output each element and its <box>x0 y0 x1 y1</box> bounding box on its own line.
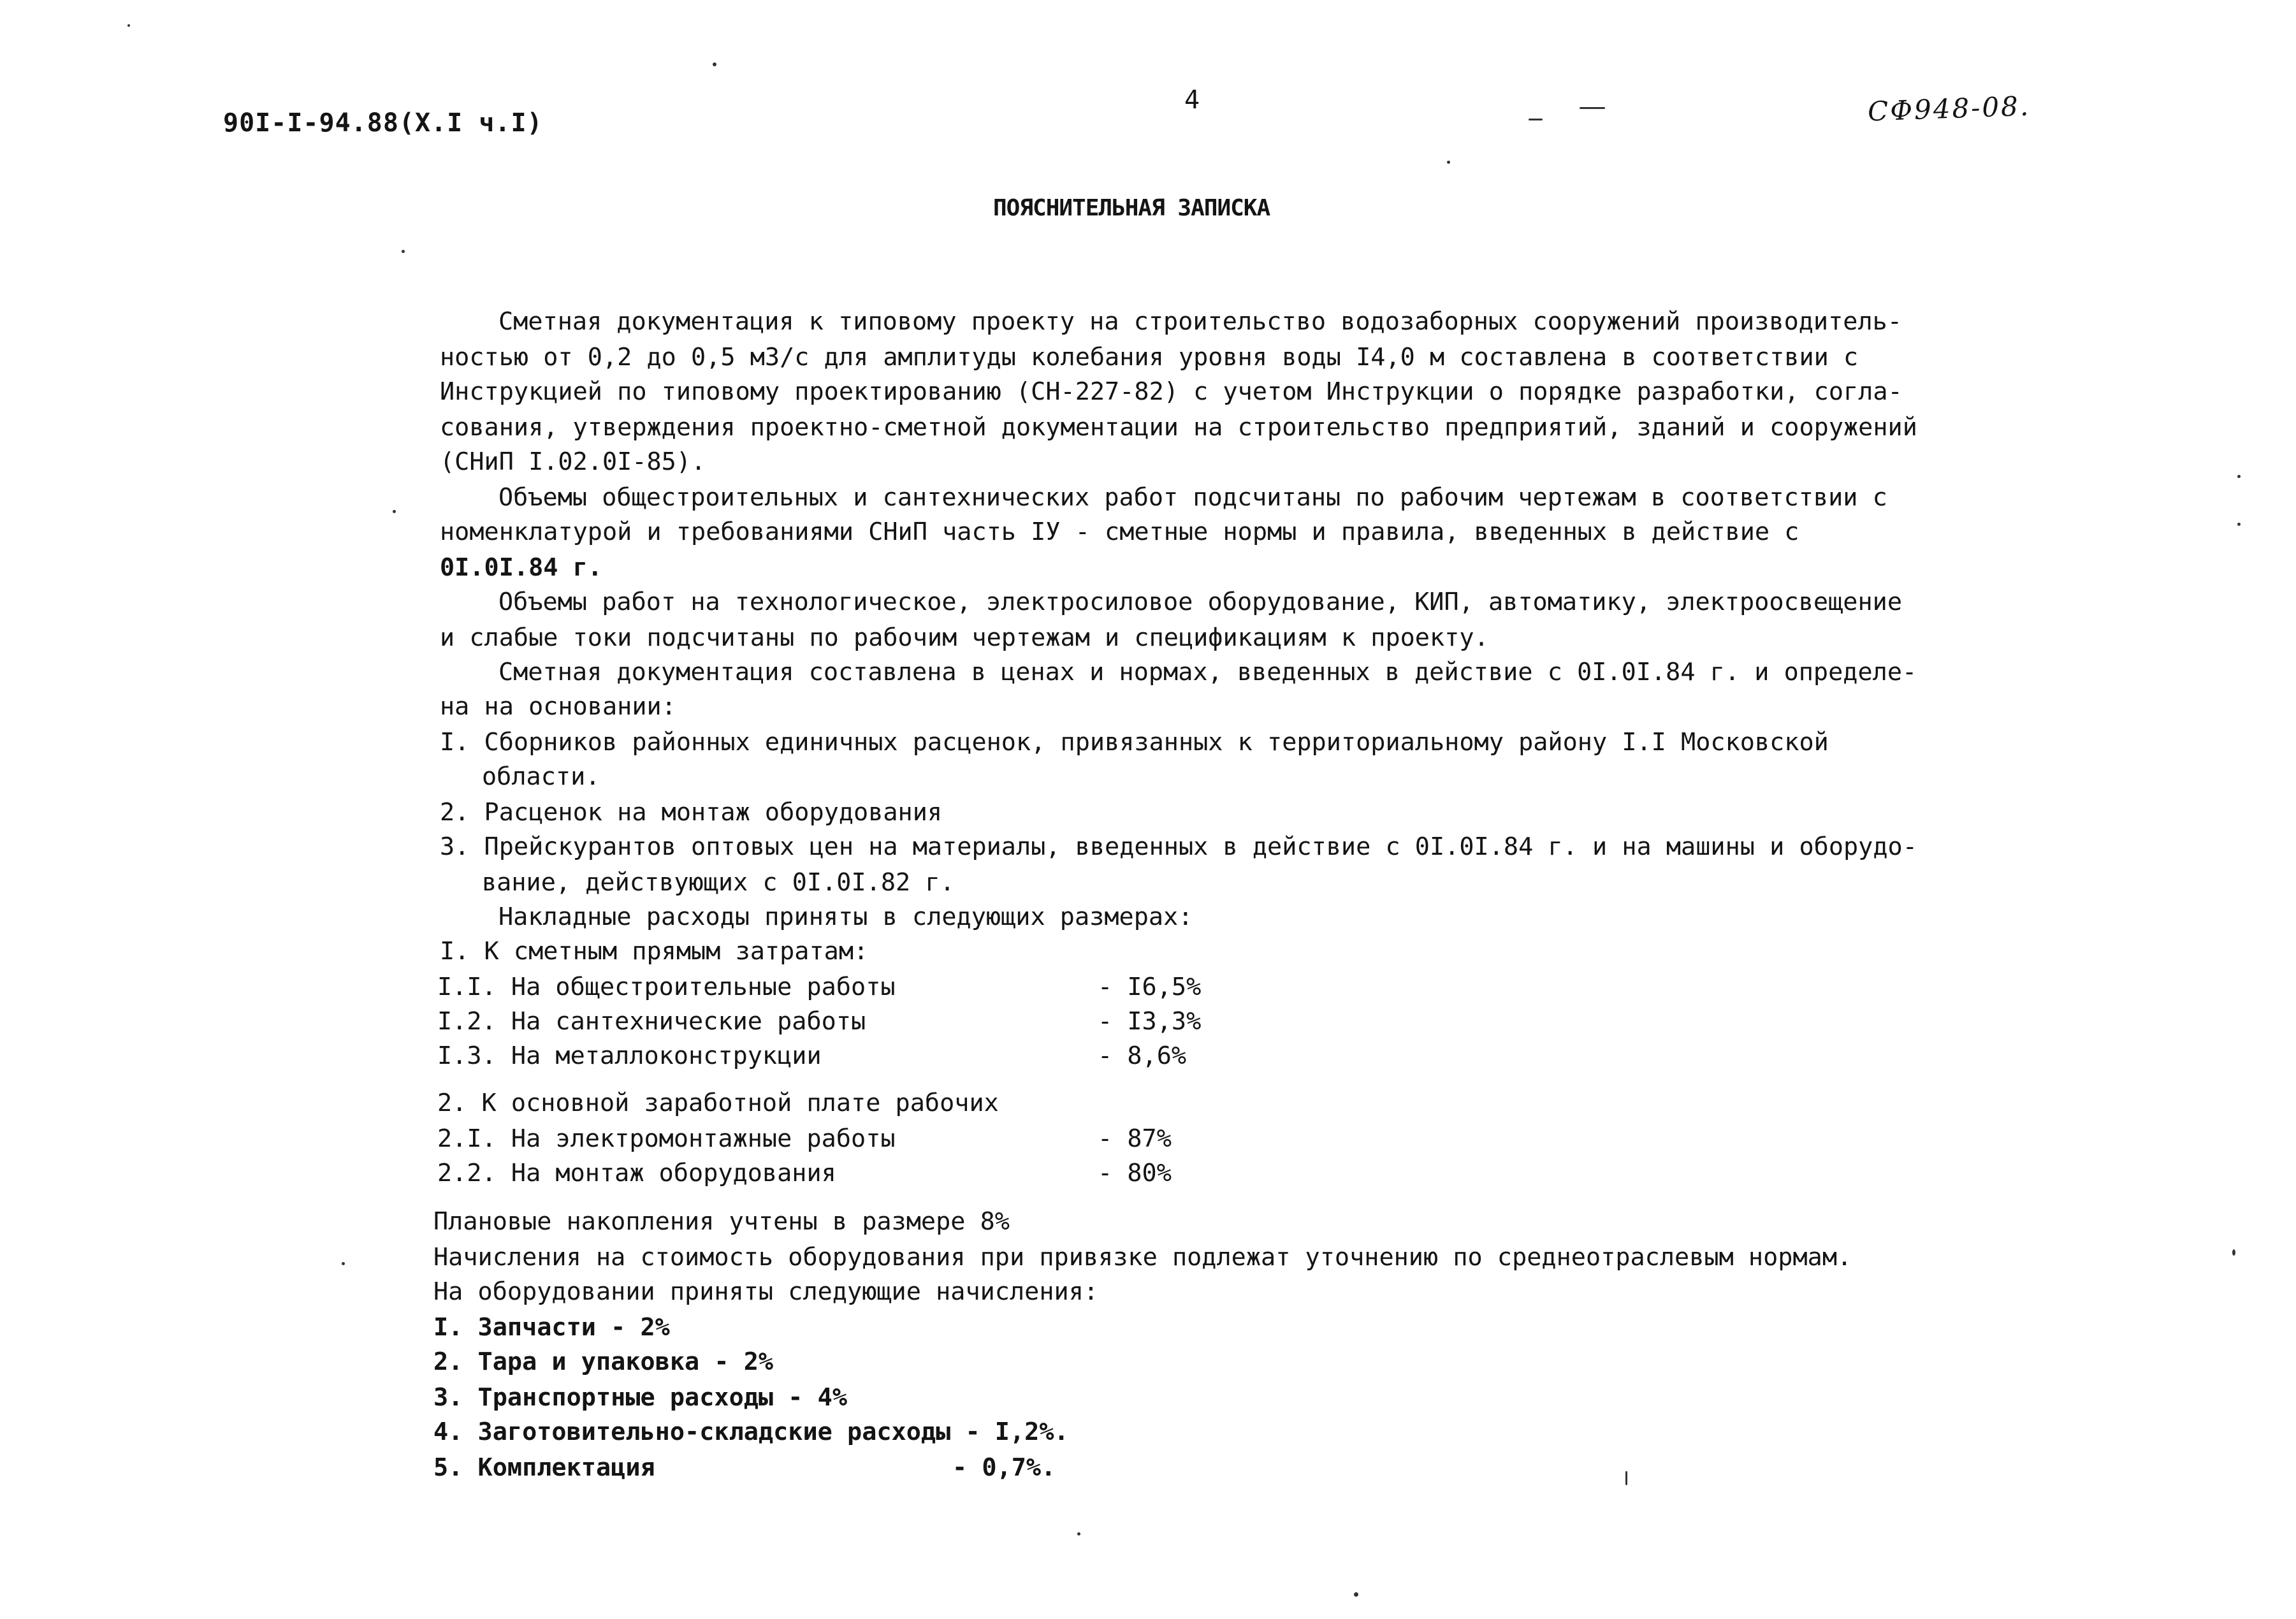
body-line: сования, утверждения проектно-сметной документации на строительство предприятий, зданий и сооружений <box>440 413 1917 442</box>
list-item-continuation: вание, действующих с 0I.0I.82 г. <box>482 868 955 897</box>
body-line: Сметная документация к типовому проекту на строительство водозаборных сооружений производитель- <box>498 307 1903 336</box>
body-line: Объемы работ на технологическое, электросиловое оборудование, КИП, автоматику, электроосвещение <box>498 588 1903 616</box>
scan-speck <box>1529 119 1543 120</box>
rate-value: - I3,3% <box>1098 1007 1202 1036</box>
charge-item: 4. Заготовительно-складские расходы - I,2%. <box>433 1418 1069 1446</box>
body-line: ностью от 0,2 до 0,5 м3/с для амплитуды колебания уровня воды I4,0 м составлена в соответствии с <box>440 343 1859 372</box>
body-line: (СНиП I.02.0I-85). <box>440 447 706 476</box>
scan-speck <box>1580 107 1605 109</box>
body-line: на на основании: <box>440 692 676 721</box>
body-line: номенклатурой и требованиями СНиП часть IУ - сметные нормы и правила, введенных в действие с <box>440 518 1799 546</box>
rate-label: 2.I. На электромонтажные работы <box>437 1124 896 1153</box>
charge-item: 3. Транспортные расходы - 4% <box>433 1383 848 1412</box>
scan-speck <box>1447 161 1450 164</box>
body-line: и слабые токи подсчитаны по рабочим чертежам и спецификациям к проекту. <box>440 623 1489 652</box>
list-item-continuation: области. <box>482 762 600 791</box>
scan-speck <box>402 250 405 253</box>
rate-value: - 80% <box>1098 1159 1172 1187</box>
scan-speck <box>1354 1592 1358 1597</box>
document-code: 90I-I-94.88(X.I ч.I) <box>223 108 543 138</box>
body-line: Начисления на стоимость оборудования при привязке подлежат уточнению по среднеотраслевым нормам. <box>433 1243 1852 1272</box>
scan-speck <box>1077 1532 1080 1536</box>
page-title: ПОЯСНИТЕЛЬНАЯ ЗАПИСКА <box>993 195 1270 221</box>
scan-speck <box>127 24 130 27</box>
body-line: 0I.0I.84 г. <box>440 553 602 582</box>
scan-speck <box>393 510 396 513</box>
rate-value: - I6,5% <box>1098 973 1202 1001</box>
rate-label: I.3. На металлоконструкции <box>437 1042 822 1070</box>
body-line: На оборудовании приняты следующие начисления: <box>433 1277 1099 1306</box>
rate-label: 2.2. На монтаж оборудования <box>437 1159 836 1187</box>
section-heading: I. К сметным прямым затратам: <box>440 937 869 966</box>
page-number: 4 <box>1184 85 1200 115</box>
scan-speck <box>1625 1471 1627 1485</box>
section-heading: 2. К основной заработной плате рабочих <box>437 1089 999 1117</box>
scan-speck <box>2237 523 2241 526</box>
rate-value: - 87% <box>1098 1124 1172 1153</box>
list-item: I. Сборников районных единичных расценок, привязанных к территориальному району I.I Московской <box>440 728 1829 757</box>
body-line: Плановые накопления учтены в размере 8% <box>433 1207 1010 1236</box>
list-item: 2. Расценок на монтаж оборудования <box>440 798 943 827</box>
scan-speck <box>342 1262 345 1265</box>
rate-label: I.2. На сантехнические работы <box>437 1007 866 1036</box>
charge-item: I. Запчасти - 2% <box>433 1313 670 1342</box>
body-line: Сметная документация составлена в ценах и нормах, введенных в действие с 0I.0I.84 г. и определе- <box>498 658 1917 686</box>
charge-item: 5. Комплектация <box>433 1453 655 1482</box>
charge-value: - 0,7%. <box>952 1453 1056 1482</box>
body-line: Инструкцией по типовому проектированию (СН-227-82) с учетом Инструкции о порядке разработки, согла- <box>440 377 1903 406</box>
body-line: Объемы общестроительных и сантехнических работ подсчитаны по рабочим чертежам в соответствии с <box>498 483 1887 512</box>
list-item: 3. Прейскурантов оптовых цен на материалы, введенных в действие с 0I.0I.84 г. и на машины и оборудо- <box>440 832 1917 861</box>
charge-item: 2. Тара и упаковка - 2% <box>433 1347 774 1376</box>
rate-label: I.I. На общестроительные работы <box>437 973 896 1001</box>
scan-speck <box>713 62 716 66</box>
handwritten-stamp: СФ948-08. <box>1867 90 2031 127</box>
scan-speck <box>2237 475 2241 478</box>
body-line: Накладные расходы приняты в следующих размерах: <box>498 903 1193 931</box>
scan-speck <box>2232 1249 2235 1256</box>
rate-value: - 8,6% <box>1098 1042 1187 1070</box>
